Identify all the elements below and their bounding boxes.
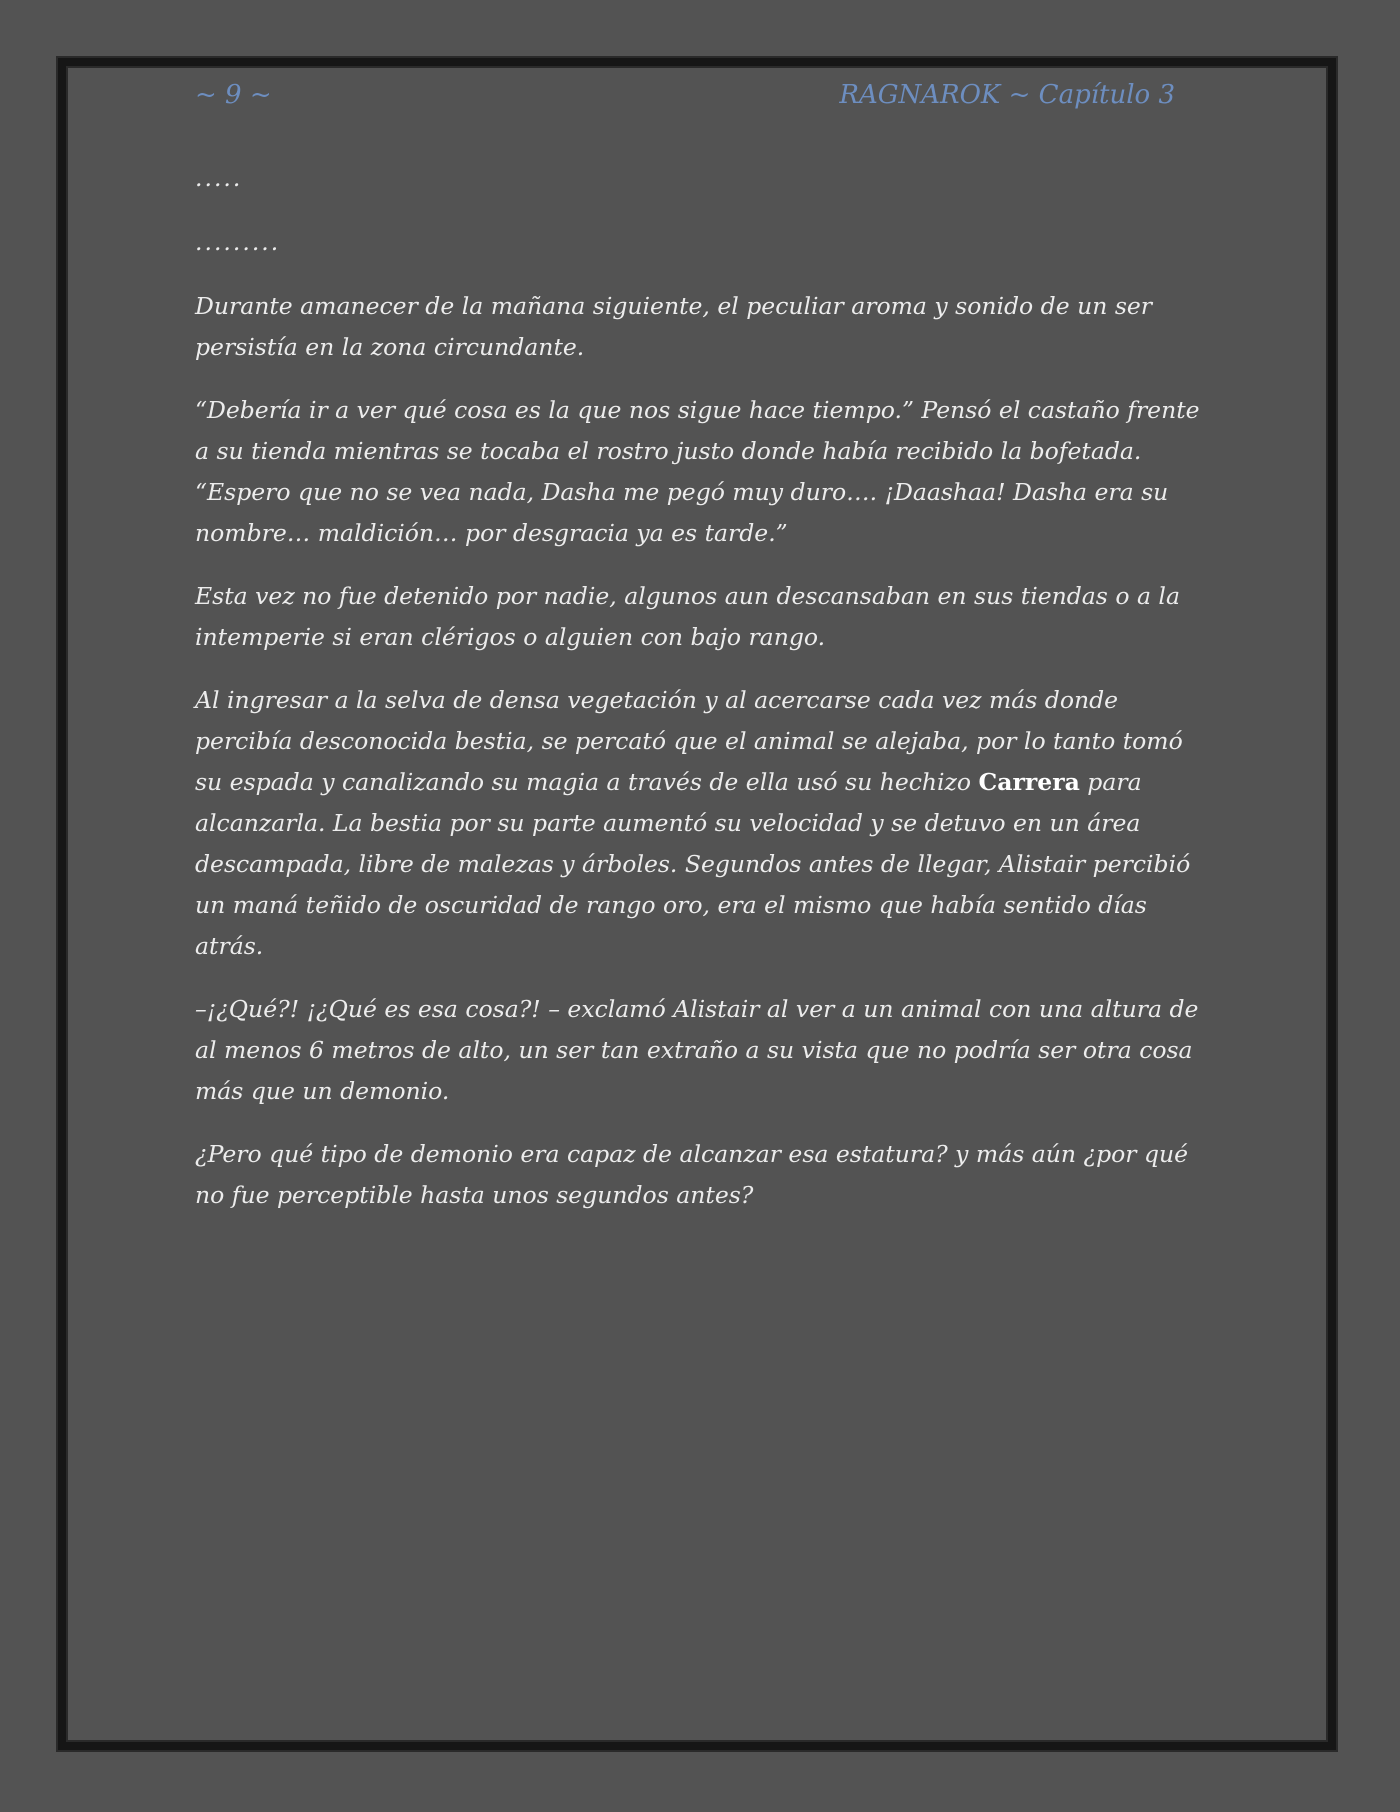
page-header [195, 80, 1175, 120]
spell-name: Carrera [978, 768, 1080, 796]
chapter-title: RAGNAROK ~ Capítulo 3 [839, 80, 1175, 110]
paragraph-4-text-b: para alcanzarla. La bestia por su parte aumentó su velocidad y se detuvo en un área descampada, libre de malezas y árboles. Segundos antes de llegar, Alistair percibió un maná teñido de oscuridad de rango oro, era el mismo que había sentido días atrás. [195, 768, 1191, 960]
paragraph-4-text-a: Al ingresar a la selva de densa vegetación y al acercarse cada vez más donde percibía desconocida bestia, se percató que el animal se alejaba, por lo tanto tomó su espada y canalizando su magia a través de ella usó su hechizo [195, 686, 1183, 796]
paragraph-1: Durante amanecer de la mañana siguiente, el peculiar aroma y sonido de un ser persistía en la zona circundante. [195, 292, 1153, 361]
paragraph-2: “Debería ir a ver qué cosa es la que nos sigue hace tiempo.” Pensó el castaño frente a su tienda mientras se tocaba el rostro justo donde había recibido la bofetada. “Espero que no se vea nada, Dasha me pegó muy duro…. ¡Daashaa! Dasha era su nombre… maldición… por desgracia ya es tarde.” [195, 396, 1200, 547]
paragraph-6: ¿Pero qué tipo de demonio era capaz de alcanzar esa estatura? y más aún ¿por qué no fue perceptible hasta unos segundos antes? [195, 1140, 1189, 1209]
page-number: ~ 9 ~ [195, 80, 272, 110]
paragraph-3: Esta vez no fue detenido por nadie, algunos aun descansaban en sus tiendas o a la intemperie si eran clérigos o alguien con bajo rango. [195, 582, 1180, 651]
section-dots-1: ..... [195, 164, 243, 192]
page-body [195, 158, 1210, 1238]
paragraph-5: –¡¿Qué?! ¡¿Qué es esa cosa?! – exclamó Alistair al ver a un animal con una altura de al menos 6 metros de alto, un ser tan extraño a su vista que no podría ser otra cosa más que un demonio. [195, 995, 1199, 1105]
paragraph-4 [195, 680, 1210, 967]
section-dots-2: ......... [195, 228, 281, 256]
